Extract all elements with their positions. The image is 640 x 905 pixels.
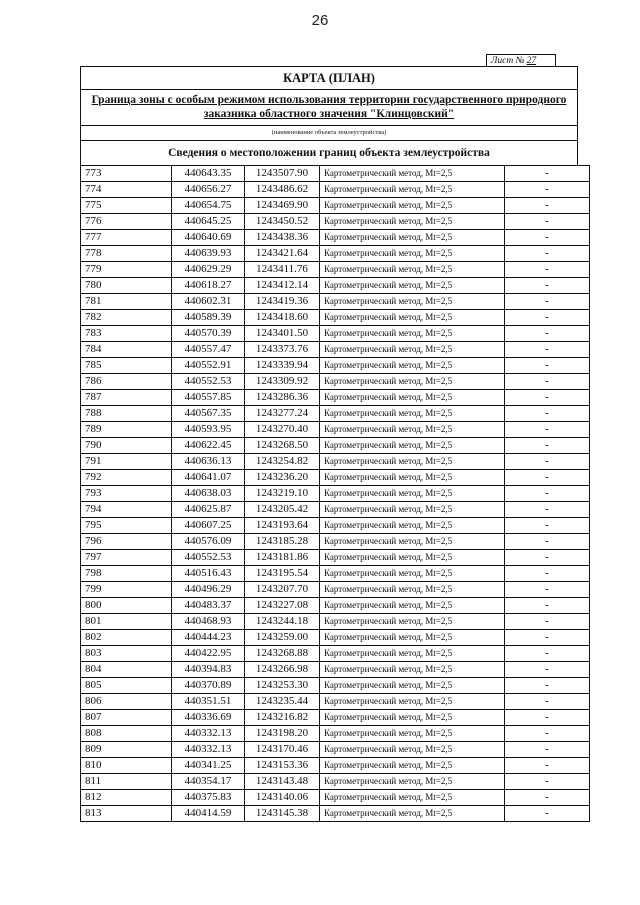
y-coordinate-cell: 1243227.08 (245, 598, 320, 614)
method-cell: Картометрический метод, Mt=2,5 (320, 262, 505, 278)
description-cell: - (505, 806, 590, 822)
method-cell: Картометрический метод, Mt=2,5 (320, 326, 505, 342)
y-coordinate-cell: 1243254.82 (245, 454, 320, 470)
y-coordinate-cell: 1243193.64 (245, 518, 320, 534)
method-cell: Картометрический метод, Mt=2,5 (320, 246, 505, 262)
x-coordinate-cell: 440607.25 (172, 518, 245, 534)
point-number-cell: 802 (81, 630, 172, 646)
x-coordinate-cell: 440552.91 (172, 358, 245, 374)
description-cell: - (505, 230, 590, 246)
table-row (81, 198, 590, 214)
description-cell: - (505, 678, 590, 694)
method-cell: Картометрический метод, Mt=2,5 (320, 198, 505, 214)
point-number-cell: 773 (81, 166, 172, 182)
y-coordinate-cell: 1243309.92 (245, 374, 320, 390)
table-row (81, 454, 590, 470)
y-coordinate-cell: 1243268.50 (245, 438, 320, 454)
x-coordinate-cell: 440638.03 (172, 486, 245, 502)
point-number-cell: 805 (81, 678, 172, 694)
table-row (81, 742, 590, 758)
y-coordinate-cell: 1243145.38 (245, 806, 320, 822)
description-cell: - (505, 774, 590, 790)
table-row (81, 374, 590, 390)
table-row (81, 758, 590, 774)
y-coordinate-cell: 1243266.98 (245, 662, 320, 678)
object-name-caption: (наименование объекта землеустройства) (80, 125, 578, 140)
coordinates-table-body (81, 166, 590, 822)
point-number-cell: 807 (81, 710, 172, 726)
description-cell: - (505, 566, 590, 582)
x-coordinate-cell: 440641.07 (172, 470, 245, 486)
point-number-cell: 803 (81, 646, 172, 662)
method-cell: Картометрический метод, Mt=2,5 (320, 470, 505, 486)
point-number-cell: 801 (81, 614, 172, 630)
x-coordinate-cell: 440332.13 (172, 742, 245, 758)
table-row (81, 678, 590, 694)
table-row (81, 390, 590, 406)
method-cell: Картометрический метод, Mt=2,5 (320, 694, 505, 710)
method-cell: Картометрический метод, Mt=2,5 (320, 278, 505, 294)
y-coordinate-cell: 1243170.46 (245, 742, 320, 758)
y-coordinate-cell: 1243268.88 (245, 646, 320, 662)
description-cell: - (505, 534, 590, 550)
table-row (81, 438, 590, 454)
description-cell: - (505, 326, 590, 342)
method-cell: Картометрический метод, Mt=2,5 (320, 358, 505, 374)
object-name: Граница зоны с особым режимом использования территории государственного природного заказника областного значения "Клинцовский" (80, 89, 578, 125)
point-number-cell: 791 (81, 454, 172, 470)
y-coordinate-cell: 1243181.86 (245, 550, 320, 566)
point-number-cell: 777 (81, 230, 172, 246)
table-row (81, 614, 590, 630)
x-coordinate-cell: 440370.89 (172, 678, 245, 694)
table-row (81, 182, 590, 198)
table-row (81, 694, 590, 710)
method-cell: Картометрический метод, Mt=2,5 (320, 214, 505, 230)
table-row (81, 486, 590, 502)
x-coordinate-cell: 440625.87 (172, 502, 245, 518)
method-cell: Картометрический метод, Mt=2,5 (320, 438, 505, 454)
table-row (81, 422, 590, 438)
point-number-cell: 790 (81, 438, 172, 454)
method-cell: Картометрический метод, Mt=2,5 (320, 454, 505, 470)
method-cell: Картометрический метод, Mt=2,5 (320, 566, 505, 582)
method-cell: Картометрический метод, Mt=2,5 (320, 518, 505, 534)
table-row (81, 230, 590, 246)
table-row (81, 806, 590, 822)
y-coordinate-cell: 1243469.90 (245, 198, 320, 214)
description-cell: - (505, 310, 590, 326)
x-coordinate-cell: 440576.09 (172, 534, 245, 550)
document-frame (80, 66, 578, 822)
method-cell: Картометрический метод, Mt=2,5 (320, 374, 505, 390)
description-cell: - (505, 758, 590, 774)
x-coordinate-cell: 440640.69 (172, 230, 245, 246)
point-number-cell: 811 (81, 774, 172, 790)
description-cell: - (505, 742, 590, 758)
description-cell: - (505, 182, 590, 198)
x-coordinate-cell: 440341.25 (172, 758, 245, 774)
method-cell: Картометрический метод, Mt=2,5 (320, 678, 505, 694)
x-coordinate-cell: 440654.75 (172, 198, 245, 214)
description-cell: - (505, 246, 590, 262)
table-row (81, 726, 590, 742)
y-coordinate-cell: 1243373.76 (245, 342, 320, 358)
method-cell: Картометрический метод, Mt=2,5 (320, 166, 505, 182)
y-coordinate-cell: 1243216.82 (245, 710, 320, 726)
point-number-cell: 785 (81, 358, 172, 374)
y-coordinate-cell: 1243259.00 (245, 630, 320, 646)
point-number-cell: 787 (81, 390, 172, 406)
table-row (81, 582, 590, 598)
y-coordinate-cell: 1243418.60 (245, 310, 320, 326)
description-cell: - (505, 662, 590, 678)
point-number-cell: 806 (81, 694, 172, 710)
point-number-cell: 782 (81, 310, 172, 326)
description-cell: - (505, 470, 590, 486)
point-number-cell: 793 (81, 486, 172, 502)
x-coordinate-cell: 440629.29 (172, 262, 245, 278)
table-row (81, 358, 590, 374)
point-number-cell: 808 (81, 726, 172, 742)
x-coordinate-cell: 440552.53 (172, 374, 245, 390)
description-cell: - (505, 486, 590, 502)
y-coordinate-cell: 1243207.70 (245, 582, 320, 598)
x-coordinate-cell: 440351.51 (172, 694, 245, 710)
x-coordinate-cell: 440557.85 (172, 390, 245, 406)
x-coordinate-cell: 440618.27 (172, 278, 245, 294)
y-coordinate-cell: 1243270.40 (245, 422, 320, 438)
method-cell: Картометрический метод, Mt=2,5 (320, 790, 505, 806)
y-coordinate-cell: 1243411.76 (245, 262, 320, 278)
table-row (81, 166, 590, 182)
table-row (81, 566, 590, 582)
point-number-cell: 810 (81, 758, 172, 774)
x-coordinate-cell: 440332.13 (172, 726, 245, 742)
section-title: Сведения о местоположении границ объекта землеустройства (80, 140, 578, 165)
x-coordinate-cell: 440645.25 (172, 214, 245, 230)
y-coordinate-cell: 1243235.44 (245, 694, 320, 710)
x-coordinate-cell: 440516.43 (172, 566, 245, 582)
description-cell: - (505, 166, 590, 182)
point-number-cell: 800 (81, 598, 172, 614)
table-row (81, 342, 590, 358)
point-number-cell: 797 (81, 550, 172, 566)
y-coordinate-cell: 1243421.64 (245, 246, 320, 262)
y-coordinate-cell: 1243286.36 (245, 390, 320, 406)
method-cell: Картометрический метод, Mt=2,5 (320, 742, 505, 758)
table-row (81, 550, 590, 566)
x-coordinate-cell: 440394.83 (172, 662, 245, 678)
point-number-cell: 796 (81, 534, 172, 550)
y-coordinate-cell: 1243438.36 (245, 230, 320, 246)
method-cell: Картометрический метод, Mt=2,5 (320, 534, 505, 550)
description-cell: - (505, 598, 590, 614)
description-cell: - (505, 502, 590, 518)
table-row (81, 790, 590, 806)
method-cell: Картометрический метод, Mt=2,5 (320, 406, 505, 422)
table-row (81, 310, 590, 326)
method-cell: Картометрический метод, Mt=2,5 (320, 310, 505, 326)
description-cell: - (505, 262, 590, 278)
map-title: КАРТА (ПЛАН) (80, 66, 578, 89)
point-number-cell: 794 (81, 502, 172, 518)
x-coordinate-cell: 440656.27 (172, 182, 245, 198)
description-cell: - (505, 582, 590, 598)
point-number-cell: 788 (81, 406, 172, 422)
description-cell: - (505, 198, 590, 214)
x-coordinate-cell: 440414.59 (172, 806, 245, 822)
point-number-cell: 813 (81, 806, 172, 822)
description-cell: - (505, 518, 590, 534)
point-number-cell: 774 (81, 182, 172, 198)
coordinates-table (80, 165, 590, 822)
method-cell: Картометрический метод, Mt=2,5 (320, 726, 505, 742)
x-coordinate-cell: 440468.93 (172, 614, 245, 630)
table-row (81, 214, 590, 230)
method-cell: Картометрический метод, Mt=2,5 (320, 550, 505, 566)
description-cell: - (505, 278, 590, 294)
x-coordinate-cell: 440496.29 (172, 582, 245, 598)
x-coordinate-cell: 440375.83 (172, 790, 245, 806)
description-cell: - (505, 422, 590, 438)
method-cell: Картометрический метод, Mt=2,5 (320, 710, 505, 726)
method-cell: Картометрический метод, Mt=2,5 (320, 758, 505, 774)
y-coordinate-cell: 1243339.94 (245, 358, 320, 374)
table-row (81, 710, 590, 726)
table-row (81, 598, 590, 614)
table-row (81, 646, 590, 662)
point-number-cell: 783 (81, 326, 172, 342)
description-cell: - (505, 406, 590, 422)
description-cell: - (505, 214, 590, 230)
x-coordinate-cell: 440422.95 (172, 646, 245, 662)
method-cell: Картометрический метод, Mt=2,5 (320, 294, 505, 310)
page-number: 26 (311, 12, 329, 29)
y-coordinate-cell: 1243205.42 (245, 502, 320, 518)
x-coordinate-cell: 440557.47 (172, 342, 245, 358)
point-number-cell: 798 (81, 566, 172, 582)
method-cell: Картометрический метод, Mt=2,5 (320, 390, 505, 406)
point-number-cell: 775 (81, 198, 172, 214)
x-coordinate-cell: 440622.45 (172, 438, 245, 454)
description-cell: - (505, 390, 590, 406)
method-cell: Картометрический метод, Mt=2,5 (320, 646, 505, 662)
point-number-cell: 804 (81, 662, 172, 678)
y-coordinate-cell: 1243450.52 (245, 214, 320, 230)
method-cell: Картометрический метод, Mt=2,5 (320, 502, 505, 518)
x-coordinate-cell: 440483.37 (172, 598, 245, 614)
y-coordinate-cell: 1243277.24 (245, 406, 320, 422)
x-coordinate-cell: 440444.23 (172, 630, 245, 646)
point-number-cell: 776 (81, 214, 172, 230)
y-coordinate-cell: 1243419.36 (245, 294, 320, 310)
table-row (81, 406, 590, 422)
table-row (81, 470, 590, 486)
y-coordinate-cell: 1243507.90 (245, 166, 320, 182)
method-cell: Картометрический метод, Mt=2,5 (320, 598, 505, 614)
method-cell: Картометрический метод, Mt=2,5 (320, 614, 505, 630)
table-row (81, 246, 590, 262)
x-coordinate-cell: 440593.95 (172, 422, 245, 438)
point-number-cell: 799 (81, 582, 172, 598)
description-cell: - (505, 358, 590, 374)
point-number-cell: 812 (81, 790, 172, 806)
description-cell: - (505, 646, 590, 662)
x-coordinate-cell: 440567.35 (172, 406, 245, 422)
x-coordinate-cell: 440336.69 (172, 710, 245, 726)
description-cell: - (505, 342, 590, 358)
point-number-cell: 792 (81, 470, 172, 486)
method-cell: Картометрический метод, Mt=2,5 (320, 230, 505, 246)
y-coordinate-cell: 1243236.20 (245, 470, 320, 486)
table-row (81, 294, 590, 310)
method-cell: Картометрический метод, Mt=2,5 (320, 422, 505, 438)
description-cell: - (505, 726, 590, 742)
x-coordinate-cell: 440643.35 (172, 166, 245, 182)
y-coordinate-cell: 1243401.50 (245, 326, 320, 342)
description-cell: - (505, 694, 590, 710)
x-coordinate-cell: 440354.17 (172, 774, 245, 790)
y-coordinate-cell: 1243219.10 (245, 486, 320, 502)
description-cell: - (505, 550, 590, 566)
y-coordinate-cell: 1243140.06 (245, 790, 320, 806)
table-row (81, 630, 590, 646)
y-coordinate-cell: 1243195.54 (245, 566, 320, 582)
point-number-cell: 786 (81, 374, 172, 390)
point-number-cell: 809 (81, 742, 172, 758)
y-coordinate-cell: 1243244.18 (245, 614, 320, 630)
table-row (81, 326, 590, 342)
y-coordinate-cell: 1243153.36 (245, 758, 320, 774)
description-cell: - (505, 294, 590, 310)
description-cell: - (505, 630, 590, 646)
description-cell: - (505, 438, 590, 454)
method-cell: Картометрический метод, Mt=2,5 (320, 806, 505, 822)
table-row (81, 662, 590, 678)
point-number-cell: 784 (81, 342, 172, 358)
x-coordinate-cell: 440639.93 (172, 246, 245, 262)
method-cell: Картометрический метод, Mt=2,5 (320, 630, 505, 646)
y-coordinate-cell: 1243185.28 (245, 534, 320, 550)
sheet-label: Лист № (491, 56, 525, 66)
point-number-cell: 779 (81, 262, 172, 278)
description-cell: - (505, 790, 590, 806)
x-coordinate-cell: 440602.31 (172, 294, 245, 310)
y-coordinate-cell: 1243198.20 (245, 726, 320, 742)
y-coordinate-cell: 1243486.62 (245, 182, 320, 198)
table-row (81, 774, 590, 790)
table-row (81, 502, 590, 518)
point-number-cell: 780 (81, 278, 172, 294)
y-coordinate-cell: 1243143.48 (245, 774, 320, 790)
method-cell: Картометрический метод, Mt=2,5 (320, 182, 505, 198)
table-row (81, 262, 590, 278)
point-number-cell: 778 (81, 246, 172, 262)
x-coordinate-cell: 440552.53 (172, 550, 245, 566)
point-number-cell: 789 (81, 422, 172, 438)
point-number-cell: 781 (81, 294, 172, 310)
table-row (81, 518, 590, 534)
description-cell: - (505, 374, 590, 390)
x-coordinate-cell: 440589.39 (172, 310, 245, 326)
method-cell: Картометрический метод, Mt=2,5 (320, 342, 505, 358)
y-coordinate-cell: 1243253.30 (245, 678, 320, 694)
table-row (81, 534, 590, 550)
description-cell: - (505, 614, 590, 630)
x-coordinate-cell: 440570.39 (172, 326, 245, 342)
description-cell: - (505, 454, 590, 470)
point-number-cell: 795 (81, 518, 172, 534)
y-coordinate-cell: 1243412.14 (245, 278, 320, 294)
sheet-number: 27 (526, 56, 537, 66)
table-row (81, 278, 590, 294)
method-cell: Картометрический метод, Mt=2,5 (320, 662, 505, 678)
method-cell: Картометрический метод, Mt=2,5 (320, 774, 505, 790)
description-cell: - (505, 710, 590, 726)
x-coordinate-cell: 440636.13 (172, 454, 245, 470)
method-cell: Картометрический метод, Mt=2,5 (320, 582, 505, 598)
method-cell: Картометрический метод, Mt=2,5 (320, 486, 505, 502)
